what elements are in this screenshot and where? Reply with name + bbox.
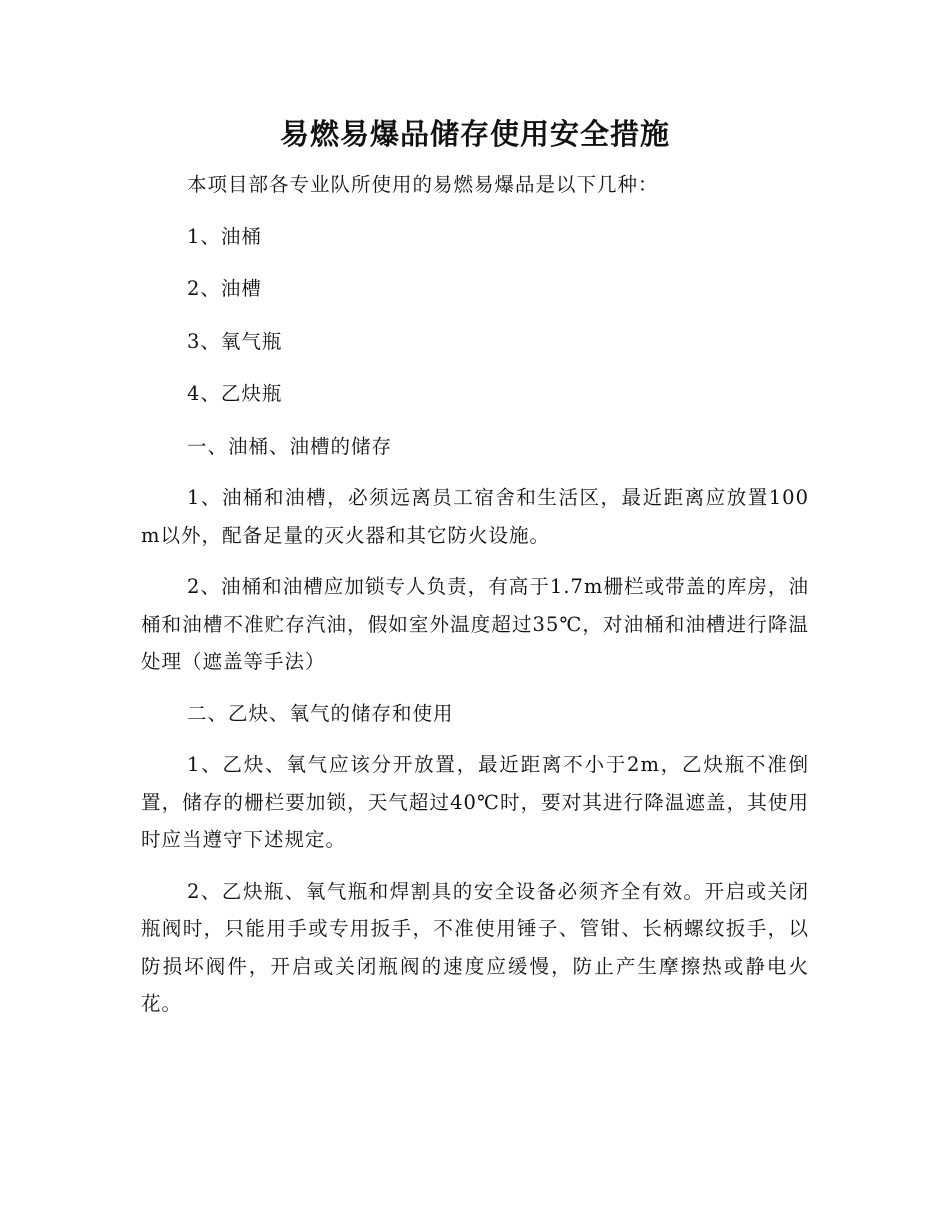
- list-item: 4、乙炔瓶: [187, 382, 283, 405]
- section1-paragraph: 2、油桶和油槽应加锁专人负责，有高于1.7m栅栏或带盖的库房，油桶和油槽不准贮存汽油，假如室外温度超过35℃，对油桶和油槽进行降温处理（遮盖等手法）: [141, 575, 809, 673]
- list-item: 2、油槽: [187, 277, 262, 300]
- document-body: [141, 166, 809, 1037]
- section-heading-2: 二、乙炔、氧气的储存和使用: [187, 701, 454, 725]
- list-item: 3、氧气瓶: [187, 329, 283, 353]
- intro-paragraph: 本项目部各专业队所使用的易燃易爆品是以下几种：: [187, 173, 659, 196]
- list-item: 1、油桶: [187, 224, 262, 248]
- section2-paragraph: 2、乙炔瓶、氧气瓶和焊割具的安全设备必须齐全有效。开启或关闭瓶阀时，只能用手或专用扳手，不准使用锤子、管钳、长柄螺纹扳手，以防损坏阀件，开启或关闭瓶阀的速度应缓慢，防止产生摩擦热或静电火花。: [141, 879, 809, 1015]
- section1-paragraph: 1、油桶和油槽，必须远离员工宿舍和生活区，最近距离应放置100m以外，配备足量的灭火器和其它防火设施。: [141, 486, 809, 547]
- section-heading-1: 一、油桶、油槽的储存: [187, 434, 393, 458]
- document-title: 易燃易爆品储存使用安全措施: [279, 117, 670, 151]
- section2-paragraph: 1、乙炔、氧气应该分开放置，最近距离不小于2m，乙炔瓶不准倒置，储存的栅栏要加锁，天气超过40℃时，要对其进行降温遮盖，其使用时应当遵守下述规定。: [141, 753, 809, 851]
